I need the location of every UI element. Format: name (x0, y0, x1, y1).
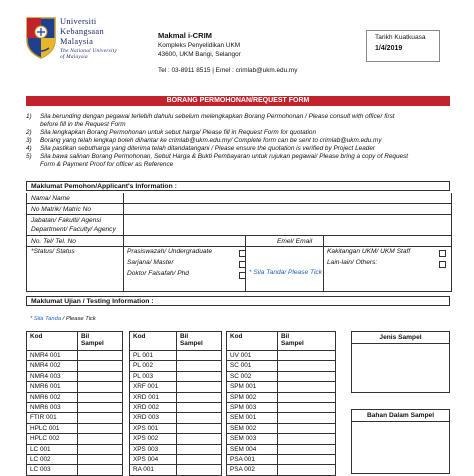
sample-count-input[interactable] (78, 413, 123, 423)
test-code: NMR6 002 (26, 393, 78, 403)
sample-count-input[interactable] (78, 351, 123, 361)
test-code-row (226, 413, 336, 423)
test-code: HPLC 001 (26, 424, 78, 434)
sample-count-input[interactable] (78, 434, 123, 444)
sample-count-input[interactable] (278, 434, 336, 444)
test-code: SC 001 (226, 361, 278, 371)
test-code: NMR6 003 (26, 403, 78, 413)
test-code-row (226, 382, 336, 392)
option-ukm-staff: Kakitangan UKM/ UKM Staff (327, 248, 411, 255)
lab-address (158, 41, 241, 59)
sample-count-header: Bil Sampel (278, 331, 336, 351)
sample-count-input[interactable] (278, 455, 336, 465)
test-column-1 (26, 331, 123, 476)
please-tick-note: * Sila Tanda/ Please Tick (249, 269, 323, 276)
test-code-row (226, 393, 336, 403)
phone-field[interactable]: No. Tel/ Tel. No Emel/ Email (27, 236, 451, 247)
email-label: Emel/ Email (277, 238, 313, 245)
sample-type-title: Jenis Sampel (352, 332, 449, 344)
sample-count-input[interactable] (177, 351, 222, 361)
test-code-row (226, 465, 336, 475)
test-code: SEM 003 (226, 434, 278, 444)
sample-count-input[interactable] (78, 393, 123, 403)
others-checkbox[interactable] (439, 261, 446, 268)
test-code: PSA 002 (226, 465, 278, 475)
kod-header: Kod (226, 331, 278, 351)
ukm-crest-logo (24, 14, 58, 60)
test-code: PL 003 (129, 372, 177, 382)
sample-count-input[interactable] (177, 445, 222, 455)
test-code: XRD 001 (129, 393, 177, 403)
test-code: XPS 002 (129, 434, 177, 444)
applicant-section-header: Maklumat Pemohon/Applicant's Information : (26, 181, 450, 191)
sample-count-input[interactable] (278, 403, 336, 413)
test-code: HPLC 002 (26, 434, 78, 444)
instructions-list (26, 113, 456, 169)
test-code: SEM 002 (226, 424, 278, 434)
sample-count-input[interactable] (278, 465, 336, 475)
test-code: NMR4 002 (26, 361, 78, 371)
test-code-row (226, 455, 336, 465)
test-code-row (26, 445, 123, 455)
status-block (27, 247, 451, 292)
option-undergraduate: Prasiswazah/ Undergraduate (127, 248, 213, 255)
test-code: LC 003 (26, 465, 78, 475)
test-code: SPM 002 (226, 393, 278, 403)
option-master: Sarjana/ Master (127, 259, 174, 266)
test-code-row (26, 361, 123, 371)
sample-count-input[interactable] (78, 372, 123, 382)
test-code-row (226, 403, 336, 413)
test-code-row (129, 372, 222, 382)
test-code: SEM 004 (226, 445, 278, 455)
testing-please-tick: * Sila Tanda / Please Tick (30, 316, 96, 322)
test-code-row (226, 445, 336, 455)
lab-contact: Tel : 03-8911 8515 | Emel : crimlab@ukm.edu.my (158, 67, 298, 74)
test-code: XPS 004 (129, 455, 177, 465)
sample-count-input[interactable] (177, 393, 222, 403)
ukm-staff-checkbox[interactable] (439, 250, 446, 257)
effective-date-box (366, 30, 440, 62)
sample-count-input[interactable] (177, 413, 222, 423)
test-column-2 (129, 331, 222, 476)
test-code-row (26, 434, 123, 444)
sample-count-input[interactable] (177, 382, 222, 392)
test-code-row (226, 424, 336, 434)
test-code: PSA 001 (226, 455, 278, 465)
status-label: *Status/ Status (31, 248, 75, 255)
university-line-3: Malaysia (60, 37, 94, 46)
sample-count-input[interactable] (78, 424, 123, 434)
sample-type-field[interactable] (352, 344, 449, 394)
test-code-row (129, 351, 222, 361)
sample-material-field[interactable] (352, 422, 449, 475)
university-line-2: Kebangsaan (60, 27, 104, 36)
option-others: Lain-lain/ Others: (327, 259, 378, 266)
test-code: XPS 001 (129, 424, 177, 434)
test-code-row (129, 465, 222, 475)
test-code-row (226, 361, 336, 371)
lab-address-line-1: Kompleks Penyelidikan UKM (158, 42, 241, 49)
university-line-1: Universiti (60, 17, 97, 26)
test-code: NMR4 001 (26, 351, 78, 361)
sample-count-input[interactable] (78, 361, 123, 371)
test-code-row (26, 413, 123, 423)
sample-count-input[interactable] (278, 351, 336, 361)
test-code-row (129, 393, 222, 403)
sample-count-input[interactable] (278, 382, 336, 392)
test-code-row (129, 361, 222, 371)
sample-count-input[interactable] (78, 445, 123, 455)
instruction-item: 4) Sila pastikan sebutharga yang diterima telah ditandatangani / Please ensure the quotation is verified by Project Leader (26, 145, 376, 152)
test-code-row (26, 465, 123, 475)
test-code: PL 001 (129, 351, 177, 361)
sample-count-input[interactable] (78, 403, 123, 413)
test-code-row (226, 372, 336, 382)
test-code-row (129, 403, 222, 413)
instruction-item: 3) Borang yang telah lengkap boleh dihantar ke crimlab@ukm.edu.my/ Complete form can be sent to crimlab@ukm.edu.my (26, 137, 382, 144)
sample-count-input[interactable] (278, 361, 336, 371)
sample-material-title: Bahan Dalam Sampel (352, 410, 449, 422)
effective-date-label: Tarikh Kuatkuasa (375, 34, 426, 41)
test-code-row (226, 351, 336, 361)
sample-count-input[interactable] (177, 361, 222, 371)
sample-count-input[interactable] (177, 434, 222, 444)
test-code-row (26, 382, 123, 392)
form-banner: BORANG PERMOHONAN/REQUEST FORM (26, 96, 450, 106)
lab-address-line-2: 43600, UKM Bangi, Selangor (158, 51, 241, 58)
test-code-row (129, 434, 222, 444)
test-code: SPM 001 (226, 382, 278, 392)
test-code-row (26, 403, 123, 413)
test-code-row (129, 424, 222, 434)
test-code: SC 002 (226, 372, 278, 382)
sample-count-input[interactable] (78, 382, 123, 392)
test-code-row (26, 351, 123, 361)
test-code: PL 002 (129, 361, 177, 371)
instruction-item: 5) Sila bawa salinan Borang Permohonan, Sebut Harga & Bukti Pembayaran untuk rujukan pegawai/ Please bring a copy of Request Form & Payment Proof for officer as Reference (26, 153, 409, 168)
test-column-3 (226, 331, 336, 476)
sample-count-header: Bil Sampel (78, 331, 123, 351)
test-code: SPM 003 (226, 403, 278, 413)
test-code-row (26, 372, 123, 382)
test-code: UV 001 (226, 351, 278, 361)
test-code: NMR6 001 (26, 382, 78, 392)
test-code: XRD 003 (129, 413, 177, 423)
test-code: XRD 002 (129, 403, 177, 413)
sample-count-input[interactable] (78, 455, 123, 465)
test-code-row (26, 455, 123, 465)
sample-type-box (351, 331, 450, 393)
test-code-row (129, 413, 222, 423)
test-code: XRF 001 (129, 382, 177, 392)
test-code: FTIR 001 (26, 413, 78, 423)
sample-count-input[interactable] (177, 424, 222, 434)
instruction-item: 2) Sila lengkapkan Borang Permohonan untuk sebut harga/ Please fill in Request Form for quotation (26, 129, 317, 136)
kod-header: Kod (26, 331, 78, 351)
test-code-row (129, 455, 222, 465)
test-code: SEM 001 (226, 413, 278, 423)
department-field[interactable]: Jabatan/ Fakulti/ Agensi Department/ Faculty/ Agency (27, 215, 451, 236)
test-code-row (129, 382, 222, 392)
sample-count-input[interactable] (278, 393, 336, 403)
test-code-row (26, 393, 123, 403)
applicant-form (26, 193, 452, 292)
test-code: RA 001 (129, 465, 177, 475)
test-code: NMR4 003 (26, 372, 78, 382)
effective-date-value: 1/4/2019 (375, 45, 403, 52)
option-phd: Doktor Falsafah/ Phd (127, 270, 189, 277)
test-code: LC 001 (26, 445, 78, 455)
sample-count-input[interactable] (177, 403, 222, 413)
university-name (60, 17, 150, 60)
instruction-item: 1) Sila berunding dengan pegawai terlebih dahulu sebelum melengkapkan Borang Permohonan / Please consult with officer first before fill in the Request Form (26, 113, 395, 128)
sample-count-input[interactable] (278, 445, 336, 455)
sample-count-input[interactable] (177, 455, 222, 465)
sample-count-header: Bil Sampel (177, 331, 222, 351)
sample-count-input[interactable] (278, 413, 336, 423)
test-code-row (26, 424, 123, 434)
testing-section-header: Maklumat Ujian / Testing Information : (26, 296, 450, 306)
sample-count-input[interactable] (278, 424, 336, 434)
test-code-row (226, 434, 336, 444)
test-code: LC 002 (26, 455, 78, 465)
university-tagline-2: of Malaysia (60, 54, 88, 60)
lab-name: Makmal i-CRIM (158, 31, 213, 40)
sample-material-box (351, 409, 450, 474)
testing-grid (26, 331, 450, 474)
sample-count-input[interactable] (177, 465, 222, 475)
sample-count-input[interactable] (177, 372, 222, 382)
university-tagline-1: The National University (60, 48, 118, 54)
sample-count-input[interactable] (278, 372, 336, 382)
sample-count-input[interactable] (78, 465, 123, 475)
test-code: XPS 003 (129, 445, 177, 455)
matric-field[interactable]: No Matrik/ Matric No (27, 204, 451, 215)
test-code-row (129, 445, 222, 455)
name-field[interactable]: Nama/ Name (27, 193, 451, 204)
kod-header: Kod (129, 331, 177, 351)
